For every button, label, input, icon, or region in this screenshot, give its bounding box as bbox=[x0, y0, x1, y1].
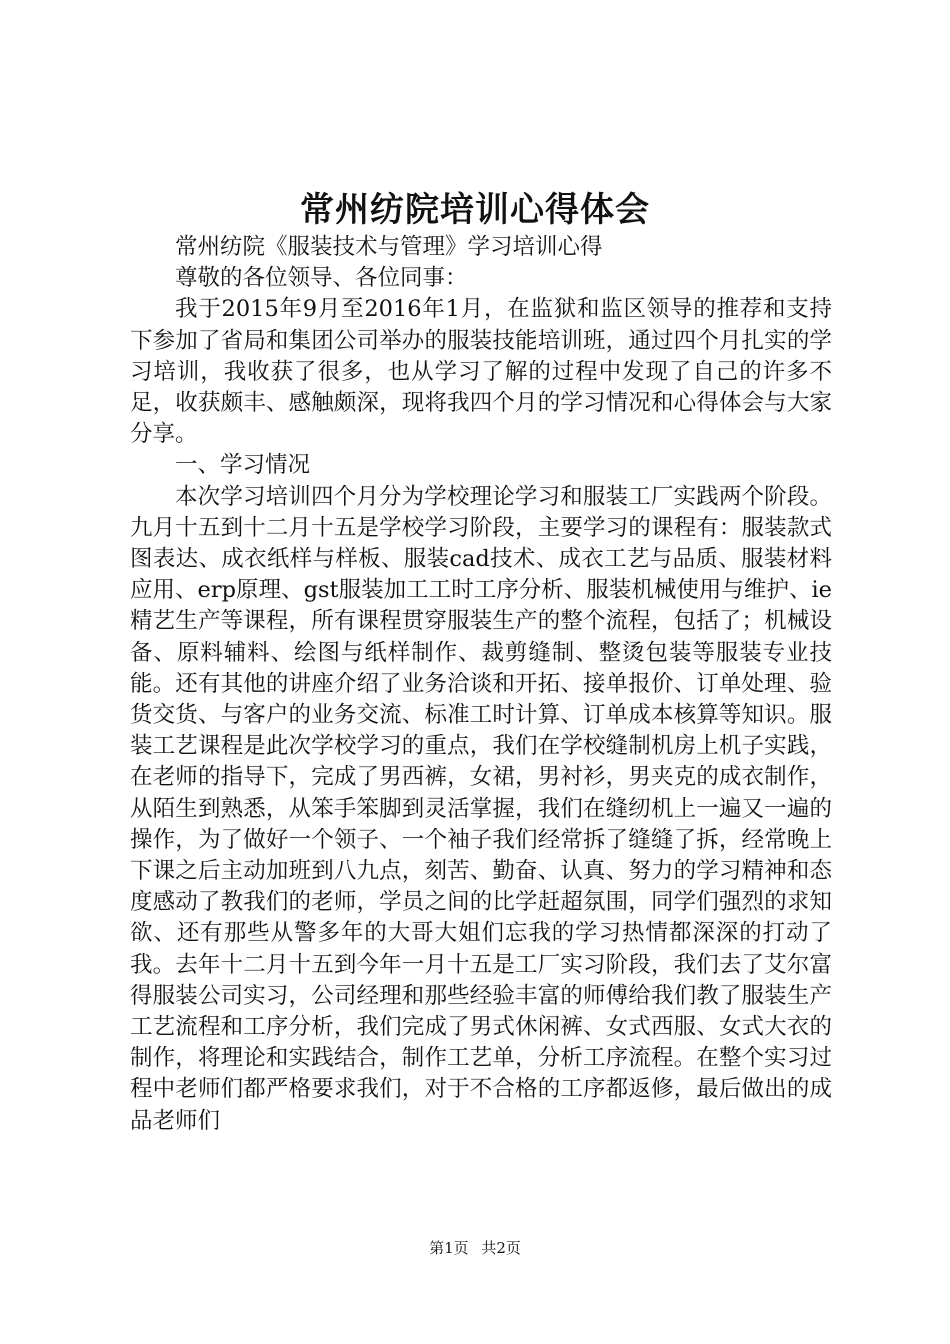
paragraph-salutation: 尊敬的各位领导、各位同事： bbox=[175, 265, 468, 292]
document-title: 常州纺院培训心得体会 bbox=[300, 190, 650, 230]
page-number: 第1页 bbox=[429, 1239, 469, 1257]
page-footer bbox=[0, 1236, 950, 1260]
paragraph-subtitle: 常州纺院《服装技术与管理》学习培训心得 bbox=[175, 234, 603, 260]
page-total: 共2页 bbox=[481, 1239, 521, 1257]
paragraph-intro: 我于2015年9月至2016年1月，在监狱和监区领导的推荐和支持下参加了省局和集团公司举办的服装技能培训班，通过四个月扎实的学习培训，我收获了很多，也从学习了解的过程中发现了自己的许多不足，收获颇丰、感触颇深，现将我四个月的学习情况和心得体会与大家分享。 bbox=[130, 296, 832, 448]
document-body bbox=[130, 232, 832, 1137]
paragraph-study-details: 本次学习培训四个月分为学校理论学习和服装工厂实践两个阶段。九月十五到十二月十五是学校学习阶段，主要学习的课程有：服装款式图表达、成衣纸样与样板、服装cad技术、成衣工艺与品质、服装材料应用、erp原理、gst服装加工工时工序分析、服装机械使用与维护、ie精艺生产等课程，所有课程贯穿服装生产的整个流程，包括了；机械设备、原料辅料、绘图与纸样制作、裁剪缝制、整烫包装等服装专业技能。还有其他的讲座介绍了业务洽谈和开拓、接单报价、订单处理、验货交货、与客户的业务交流、标准工时计算、订单成本核算等知识。服装工艺课程是此次学校学习的重点，我们在学校缝制机房上机子实践，在老师的指导下，完成了男西裤，女裙，男衬衫，男夹克的成衣制作，从陌生到熟悉，从笨手笨脚到灵活掌握，我们在缝纫机上一遍又一遍的操作，为了做好一个领子、一个袖子我们经常拆了缝缝了拆，经常晚上下课之后主动加班到八九点，刻苦、勤奋、认真、努力的学习精神和态度感动了教我们的老师，学员之间的比学赶超氛围，同学们强烈的求知欲、还有那些从警多年的大哥大姐们忘我的学习热情都深深的打动了我。去年十二月十五到今年一月十五是工厂实习阶段，我们去了艾尔富得服装公司实习，公司经理和那些经验丰富的师傅给我们教了服装生产工艺流程和工序分析，我们完成了男式休闲裤、女式西服、女式大衣的制作，将理论和实践结合，制作工艺单，分析工序流程。在整个实习过程中老师们都严格要求我们，对于不合格的工序都返修，最后做出的成品老师们 bbox=[130, 483, 832, 1134]
section-heading: 一、学习情况 bbox=[175, 452, 311, 479]
